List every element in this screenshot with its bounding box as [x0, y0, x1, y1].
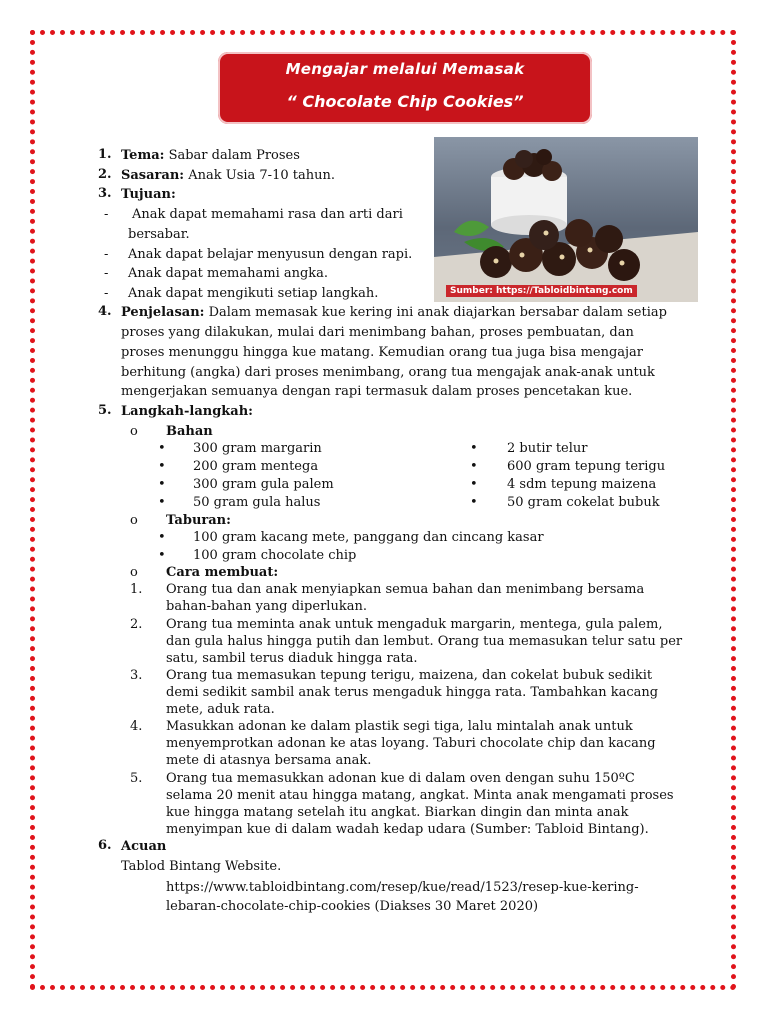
circle-bullet: o	[130, 513, 138, 528]
section-6-number: 6.	[98, 838, 112, 853]
penjelasan-label: Penjelasan:	[121, 305, 205, 320]
taburan-item: 100 gram kacang mete, panggang dan cincang kasar	[193, 530, 544, 545]
acuan-label: Acuan	[121, 839, 167, 854]
section-1-number: 1.	[98, 147, 112, 162]
bahan-item: 300 gram gula palem	[193, 477, 334, 492]
title-banner	[218, 52, 592, 124]
dash: -	[104, 207, 109, 222]
bullet: •	[470, 459, 478, 474]
tujuan-item: Anak dapat memahami rasa dan arti dari	[132, 207, 403, 222]
bullet: •	[470, 495, 478, 510]
tujuan-item: bersabar.	[128, 227, 190, 242]
bullet: •	[158, 459, 166, 474]
acuan-url-continued: lebaran-chocolate-chip-cookies (Diakses 30 Maret 2020)	[166, 899, 539, 914]
step-line: bahan-bahan yang diperlukan.	[166, 599, 367, 614]
banner-subtitle: “ Chocolate Chip Cookies”	[286, 92, 524, 111]
step-line: Orang tua memasukkan adonan kue di dalam oven dengan suhu 150ºC	[166, 771, 635, 786]
tema-text: Sabar dalam Proses	[164, 148, 300, 163]
tujuan-item: Anak dapat mengikuti setiap langkah.	[128, 286, 379, 301]
banner-title: Mengajar melalui Memasak	[285, 60, 525, 78]
tujuan-item: Anak dapat memahami angka.	[128, 266, 329, 281]
step-line: Orang tua dan anak menyiapkan semua bahan dan menimbang bersama	[166, 582, 645, 597]
cookies-photo	[434, 137, 698, 302]
bahan-item: 300 gram margarin	[193, 441, 322, 456]
bahan-item: 50 gram cokelat bubuk	[507, 495, 660, 510]
step-number: 3.	[130, 668, 143, 683]
step-line: mete di atasnya bersama anak.	[166, 753, 372, 768]
penjelasan-line	[121, 304, 667, 322]
penjelasan-text: Dalam memasak kue kering ini anak diajarkan bersabar dalam setiap	[204, 305, 667, 320]
section-1	[121, 147, 300, 165]
step-line: menyimpan kue di dalam wadah kedap udara (Sumber: Tabloid Bintang).	[166, 822, 649, 837]
sasaran-label: Sasaran:	[121, 168, 185, 183]
bullet: •	[158, 548, 166, 563]
step-number: 2.	[130, 617, 143, 632]
step-line: kue hingga matang setelah itu angkat. Biarkan dingin dan minta anak	[166, 805, 629, 820]
step-number: 5.	[130, 771, 143, 786]
cara-label: Cara membuat:	[166, 565, 279, 580]
penjelasan-line: berhitung (angka) dari proses menimbang, orang tua mengajak anak-anak untuk	[121, 365, 655, 380]
section-2	[121, 167, 335, 185]
step-line: selama 20 menit atau hingga matang, angkat. Minta anak mengamati proses	[166, 788, 674, 803]
step-line: demi sedikit sambil anak terus mengaduk hingga rata. Tambahkan kacang	[166, 685, 659, 700]
step-line: Orang tua meminta anak untuk mengaduk margarin, mentega, gula palem,	[166, 617, 663, 632]
bahan-item: 2 butir telur	[507, 441, 588, 456]
acuan-url[interactable]: https://www.tabloidbintang.com/resep/kue/read/1523/resep-kue-kering-	[166, 880, 639, 895]
section-4-number: 4.	[98, 304, 112, 319]
taburan-label: Taburan:	[166, 513, 231, 528]
acuan-line: Tablod Bintang Website.	[121, 859, 282, 874]
bahan-label: Bahan	[166, 424, 213, 439]
photo-caption: Sumber: https://Tabloidbintang.com	[446, 285, 637, 297]
bullet: •	[158, 530, 166, 545]
section-5-number: 5.	[98, 403, 112, 418]
penjelasan-line: mengerjakan semuanya dengan rapi termasuk dalam proses pencetakan kue.	[121, 384, 633, 399]
bahan-item: 600 gram tepung terigu	[507, 459, 666, 474]
dash: -	[104, 266, 109, 281]
tema-label: Tema:	[121, 148, 165, 163]
tujuan-item: Anak dapat belajar menyusun dengan rapi.	[128, 247, 413, 262]
step-line: mete, aduk rata.	[166, 702, 275, 717]
step-number: 4.	[130, 719, 143, 734]
section-2-number: 2.	[98, 167, 112, 182]
taburan-item: 100 gram chocolate chip	[193, 548, 357, 563]
bahan-item: 4 sdm tepung maizena	[507, 477, 657, 492]
bahan-item: 200 gram mentega	[193, 459, 319, 474]
step-line: menyemprotkan adonan ke atas loyang. Taburi chocolate chip dan kacang	[166, 736, 656, 751]
circle-bullet: o	[130, 424, 138, 439]
penjelasan-line: proses yang dilakukan, mulai dari menimbang bahan, proses pembuatan, dan	[121, 325, 634, 340]
dash: -	[104, 286, 109, 301]
step-line: dan gula halus hingga putih dan lembut. Orang tua memasukan telur satu per	[166, 634, 683, 649]
tujuan-label: Tujuan:	[121, 187, 176, 202]
bullet: •	[158, 477, 166, 492]
penjelasan-line: proses menunggu hingga kue matang. Kemudian orang tua juga bisa mengajar	[121, 345, 644, 360]
bullet: •	[158, 495, 166, 510]
bullet: •	[158, 441, 166, 456]
cookies-illustration	[434, 137, 698, 302]
step-number: 1.	[130, 582, 143, 597]
sasaran-text: Anak Usia 7-10 tahun.	[184, 168, 335, 183]
circle-bullet: o	[130, 565, 138, 580]
step-line: Masukkan adonan ke dalam plastik segi tiga, lalu mintalah anak untuk	[166, 719, 633, 734]
bahan-item: 50 gram gula halus	[193, 495, 321, 510]
dash: -	[104, 247, 109, 262]
bullet: •	[470, 477, 478, 492]
bullet: •	[470, 441, 478, 456]
step-line: satu, sambil terus diaduk hingga rata.	[166, 651, 418, 666]
langkah-label: Langkah-langkah:	[121, 404, 253, 419]
section-3-number: 3.	[98, 186, 112, 201]
step-line: Orang tua memasukan tepung terigu, maizena, dan cokelat bubuk sedikit	[166, 668, 653, 683]
